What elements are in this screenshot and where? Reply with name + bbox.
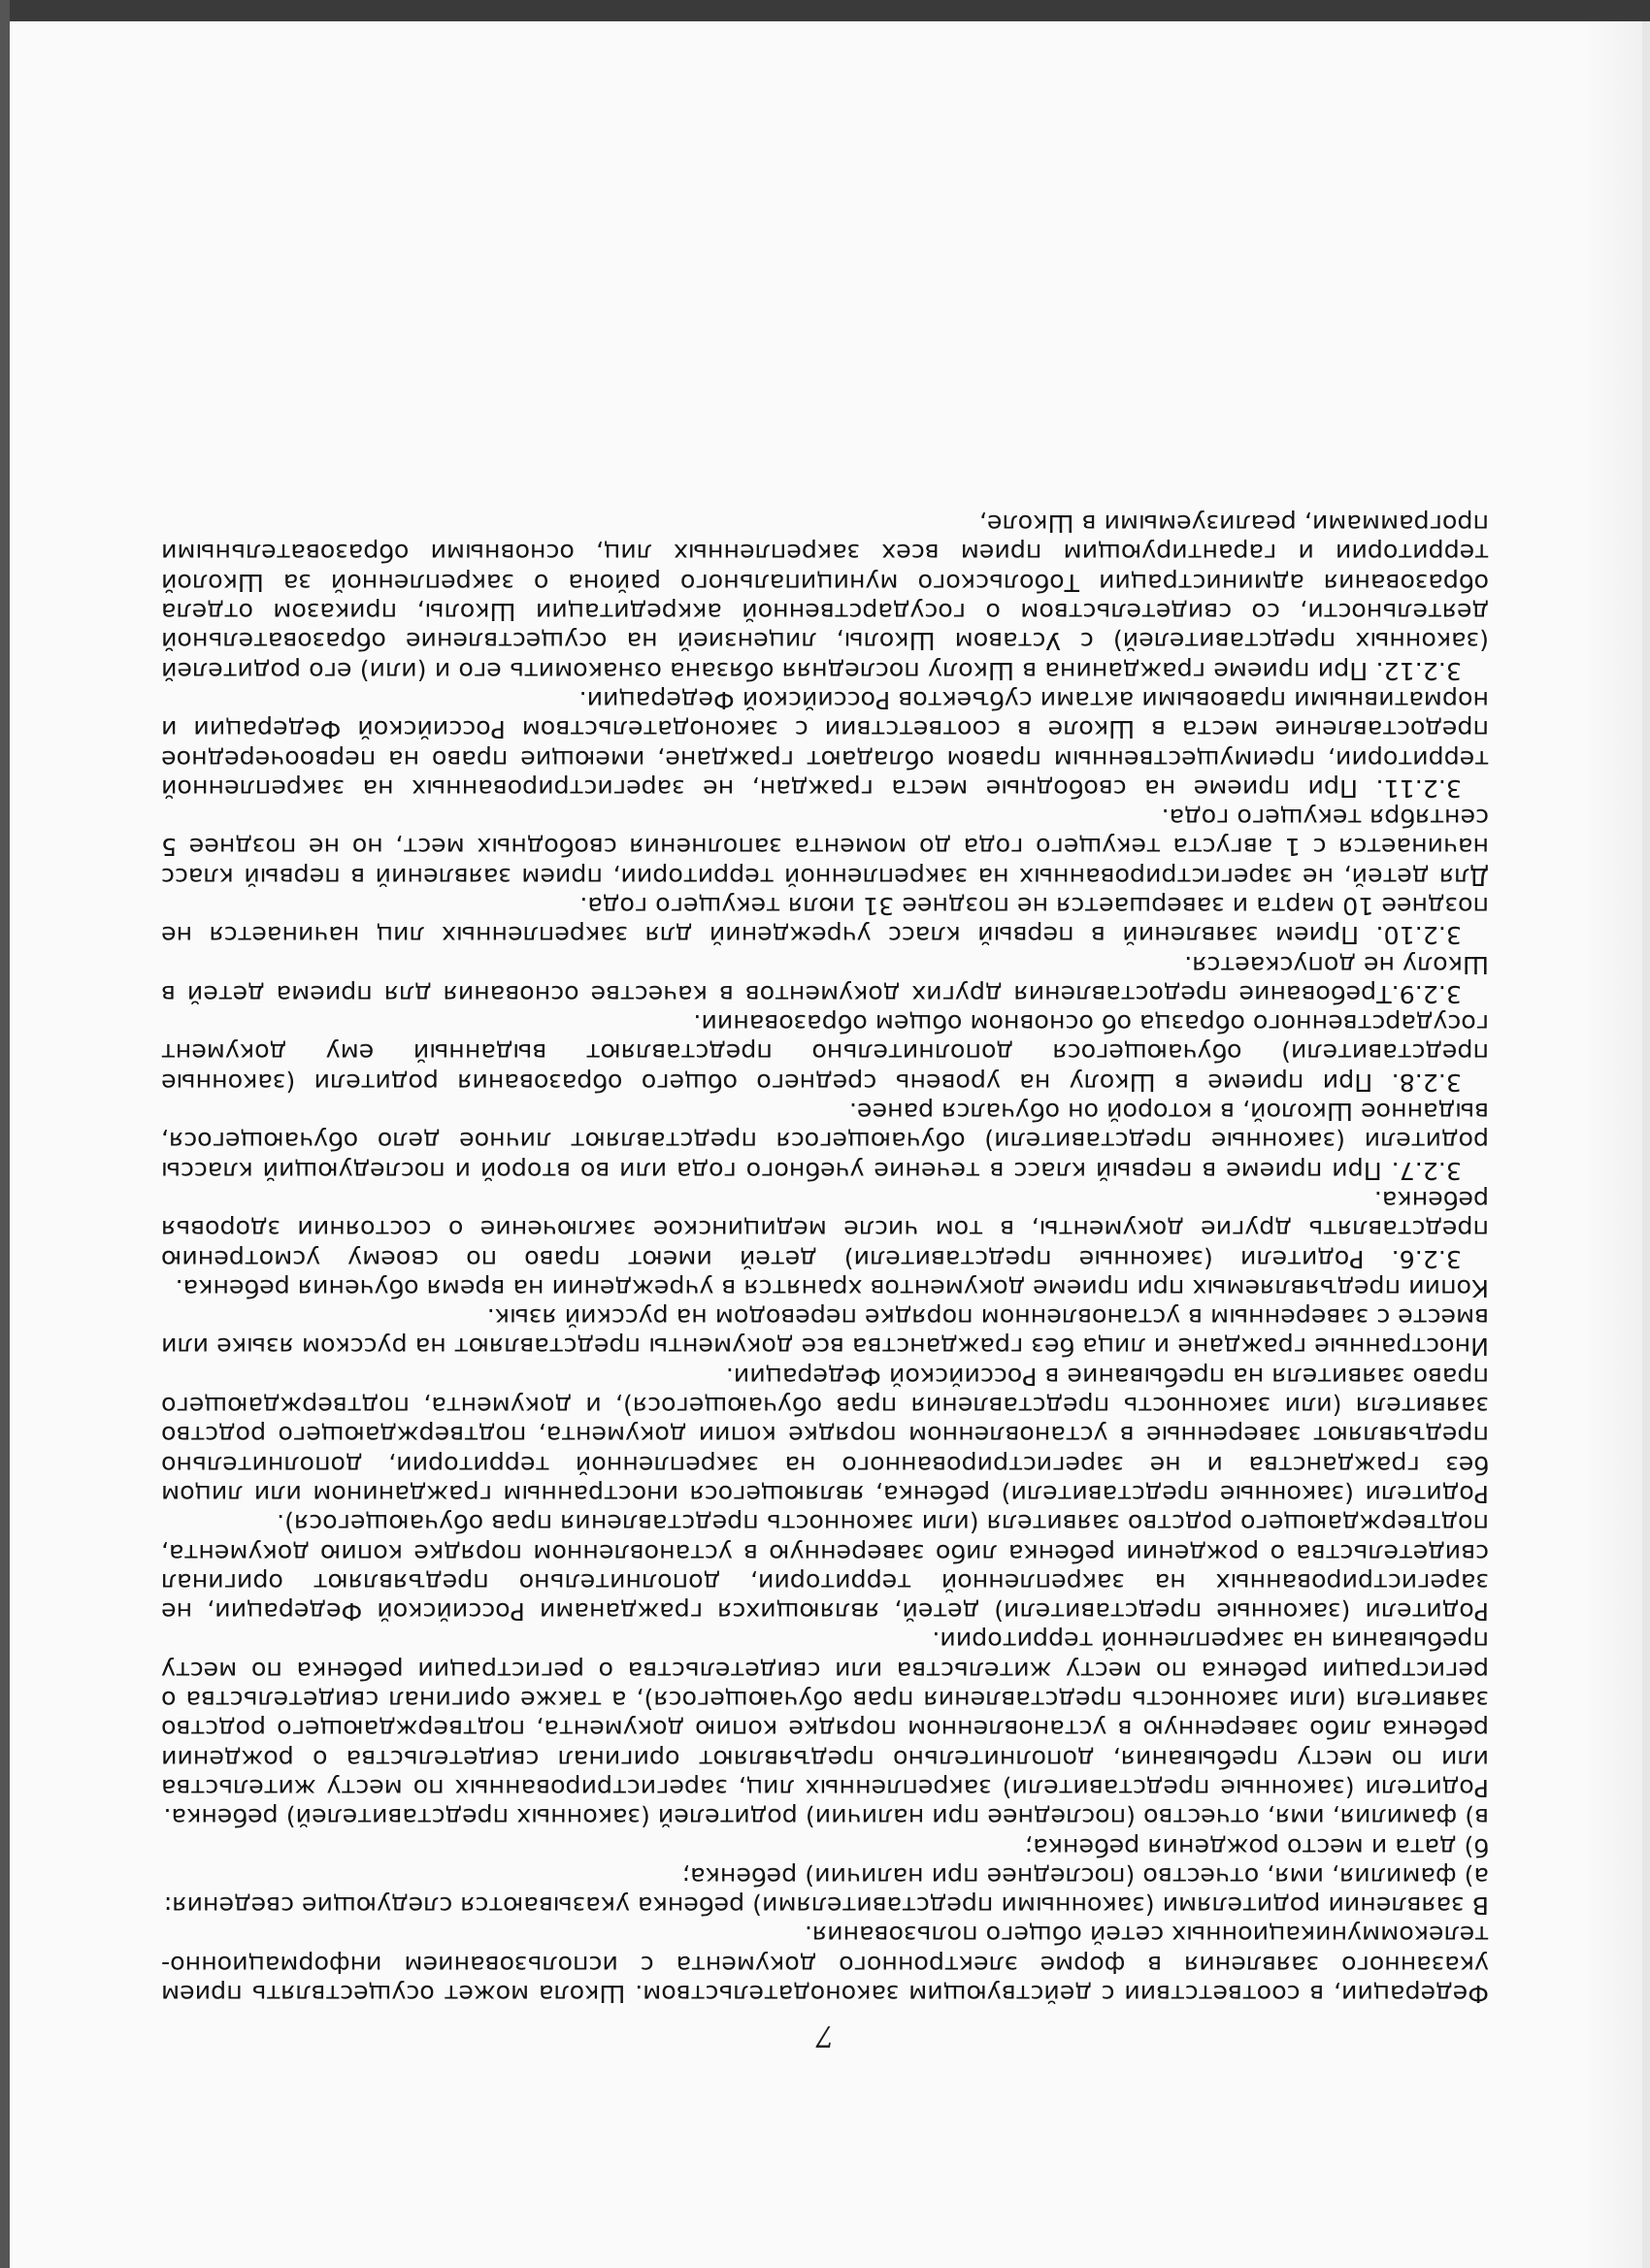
clause-3-2-8: 3.2.8. При приеме в Школу на уровень среднего общего образования родители (законные представители) обучающегося дополнительно представляют выданный ему документ государственного образца об основном общем образовании. (161, 1009, 1489, 1097)
paragraph: Копии предъявляемых при приеме документов хранятся в учреждении на время обучения ребенка. (175, 1273, 1489, 1302)
paragraph: Родители (законные представители) закрепленных лиц, зарегистрированных по месту жительства или по месту пребывания, дополнительно предъявляют оригинал свидетельства о рождении ребенка либо заверенную в установленном порядке копию документа, подтверждающего родство заявителя (или законность представления прав обучающегося), а также оригинал свидетельства о регистрации ребенка по месту жительства или свидетельства о регистрации ребенка по месту пребывания на закрепленной территории. (161, 1627, 1489, 1802)
clause-3-2-10: 3.2.10. Прием заявлений в первый класс учреждений для закрепленных лиц начинается не позднее 10 марта и завершается не позднее 31 июля текущего года. (161, 892, 1489, 950)
clause-3-2-9: 3.2.9.Требование предоставления других документов в качестве основания для приема детей в Школу не допускается. (161, 950, 1489, 1008)
list-item: б) дата и место рождения ребенка; (1024, 1832, 1489, 1861)
paragraph: Иностранные граждане и лица без гражданства все документы представляют на русском языке или вместе с заверенным в установленном порядке переводом на русский язык. (161, 1303, 1489, 1362)
paragraph: Для детей, не зарегистрированных на закрепленной территории, прием заявлений в первый класс начинается с 1 августа текущего года до момента заполнения свободных мест, но не позднее 5 сентября текущего года. (161, 804, 1489, 891)
scan-left-edge (0, 0, 10, 2268)
clause-3-2-7: 3.2.7. При приеме в первый класс в течение учебного года или во второй и последующий классы родители (законные представители) обучающегося представляют личное дело обучающегося, выданное Школой, в которой он обучался ранее. (161, 1098, 1489, 1185)
clause-3-2-11: 3.2.11. При приеме на свободные места граждан, не зарегистрированных на закрепленной территории, преимущественным правом обладают граждане, имеющие право на первоочередное предоставление места в Школе в соответствии с законодательством Российской Федерации и нормативными правовыми актами субъектов Российской Федерации. (161, 685, 1489, 803)
paragraph: Родители (законные представители) ребенка, являющегося иностранным гражданином или лицом без гражданства и не зарегистрированного на закрепленной территории, дополнительно предъявляют заверенные в установленном порядке копии документа, подтверждающего родство заявителя (или законность представления прав обучающегося), и документа, подтверждающего право заявителя на пребывание в Российской Федерации. (161, 1362, 1489, 1508)
page-number: 7 (815, 2019, 835, 2053)
clause-3-2-6: 3.2.6. Родители (законные представители) детей имеют право по своему усмотрению представлять другие документы, в том числе медицинское заключение о состоянии здоровья ребенка. (161, 1185, 1489, 1273)
clause-3-2-12: 3.2.12. При приеме гражданина в Школу последняя обязана ознакомить его и (или) его родителей (законных представителей) с Уставом Школы, лицензией на осуществление образовательной деятельности, со свидетельством о государственной аккредитации Школы, приказом отдела образования администрации Тобольского муниципального района о закрепленной за Школой территории и гарантирующим прием всех закрепленных лиц, основными образовательными программами, реализуемыми в Школе, (161, 509, 1489, 685)
paragraph: Федерации, в соответствии с действующим законодательством. Школа может осуществлять прием указанного заявления в форме электронного документа с использованием информационно-телекоммуникационных сетей общего пользования. (161, 1921, 1489, 2008)
paragraph: В заявлении родителями (законными представителями) ребенка указываются следующие сведения: (163, 1891, 1489, 1921)
scan-top-edge (0, 0, 1650, 21)
document-body (161, 509, 1489, 2008)
list-item: в) фамилия, имя, отчество (последнее при наличии) родителей (законных представителей) ребенка. (163, 1803, 1489, 1832)
paragraph: Родители (законные представители) детей, являющихся гражданами Российской Федерации, не зарегистрированных на закрепленной территории, дополнительно предъявляют оригинал свидетельства о рождении ребенка либо заверенную в установленном порядке копию документа, подтверждающего родство заявителя (или законность представления прав обучающегося). (161, 1509, 1489, 1627)
list-item: а) фамилия, имя, отчество (последнее при наличии) ребенка; (681, 1861, 1489, 1890)
